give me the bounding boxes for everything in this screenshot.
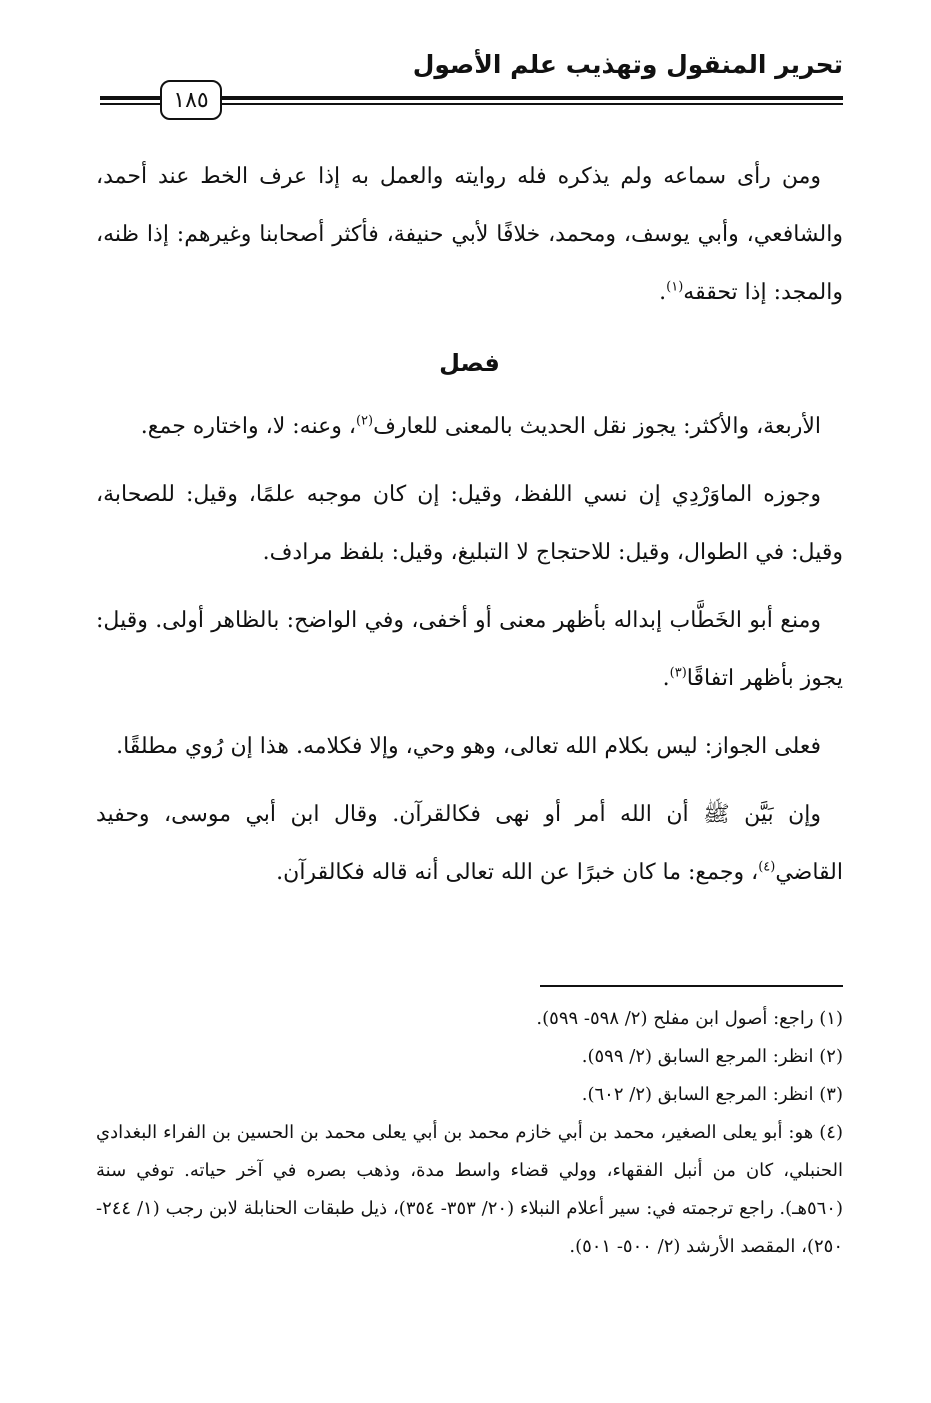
- paragraph-1: [96, 148, 843, 322]
- footnote-separator: [540, 985, 843, 987]
- paragraph-2-text-b: ، وعنه: لا، واختاره جمع.: [140, 414, 356, 439]
- main-text: [96, 148, 843, 912]
- running-title: تحرير المنقول وتهذيب علم الأصول: [412, 50, 843, 79]
- page-number-box: [160, 80, 222, 120]
- footnotes: [96, 1000, 843, 1266]
- footnote-2: (٢) انظر: المرجع السابق (٢/ ٥٩٩).: [581, 1046, 843, 1067]
- footnote-ref-4: (٤): [758, 859, 776, 875]
- paragraph-2-text-a: الأربعة، والأكثر: يجوز نقل الحديث بالمعنى للعارف: [373, 414, 821, 439]
- footnote-1: (١) راجع: أصول ابن مفلح (٢/ ٥٩٨- ٥٩٩).: [536, 1008, 843, 1029]
- paragraph-3: وجوزه الماوَرْدِي إن نسي اللفظ، وقيل: إن كان موجبه علمًا، وقيل: للصحابة، وقيل: في الطوال، وقيل: للاحتجاج لا التبليغ، وقيل: بلفظ مرادف.: [96, 482, 843, 565]
- paragraph-5: فعلى الجواز: ليس بكلام الله تعالى، وهو وحي، وإلا فكلامه. هذا إن رُوي مطلقًا.: [116, 734, 821, 759]
- paragraph-4: [96, 592, 843, 708]
- footnote-3: (٣) انظر: المرجع السابق (٢/ ٦٠٢).: [581, 1084, 843, 1105]
- footnote-ref-2: (٢): [355, 413, 374, 429]
- paragraph-6-text-b: ، وجمع: ما كان خبرًا عن الله تعالى أنه قاله فكالقرآن.: [276, 860, 759, 885]
- paragraph-6: [96, 786, 843, 902]
- paragraph-1-end: .: [659, 280, 667, 305]
- section-heading: فصل: [439, 349, 500, 377]
- paragraph-2: [96, 398, 843, 456]
- paragraph-4-end: .: [662, 666, 670, 691]
- paragraph-4-text: ومنع أبو الخَطَّاب إبداله بأظهر معنى أو أخفى، وفي الواضح: بالظاهر أولى. وقيل: يجوز بأظهر اتفاقًا: [96, 608, 843, 691]
- page-number: ١٨٥: [173, 87, 209, 113]
- paragraph-6-text-a: وإن بَيَّن ﷺ أن الله أمر أو نهى فكالقرآن. وقال ابن أبي موسى، وحفيد القاضي: [96, 802, 843, 885]
- footnote-ref-3: (٣): [669, 665, 687, 681]
- paragraph-1-text: ومن رأى سماعه ولم يذكره فله روايته والعمل به إذا عرف الخط عند أحمد، والشافعي، وأبي يوسف، ومحمد، خلافًا لأبي حنيفة، فأكثر أصحابنا وغيرهم: إذا ظنه، والمجد: إذا تحققه: [96, 164, 843, 305]
- footnote-4: (٤) هو: أبو يعلى الصغير، محمد بن أبي خازم محمد بن أبي يعلى محمد بن الحسين بن الفراء البغدادي الحنبلي، كان من أنبل الفقهاء، وولي قضاء واسط مدة، وذهب بصره في آخر حياته. توفي سنة (٥٦٠هـ). راجع ترجمته في: سير أعلام النبلاء (٢٠/ ٣٥٣- ٣٥٤)، ذيل طبقات الحنابلة لابن رجب (١/ ٢٤٤- ٢٥٠)، المقصد الأرشد (٢/ ٥٠٠- ٥٠١).: [96, 1122, 843, 1257]
- footnote-ref-1: (١): [666, 279, 684, 295]
